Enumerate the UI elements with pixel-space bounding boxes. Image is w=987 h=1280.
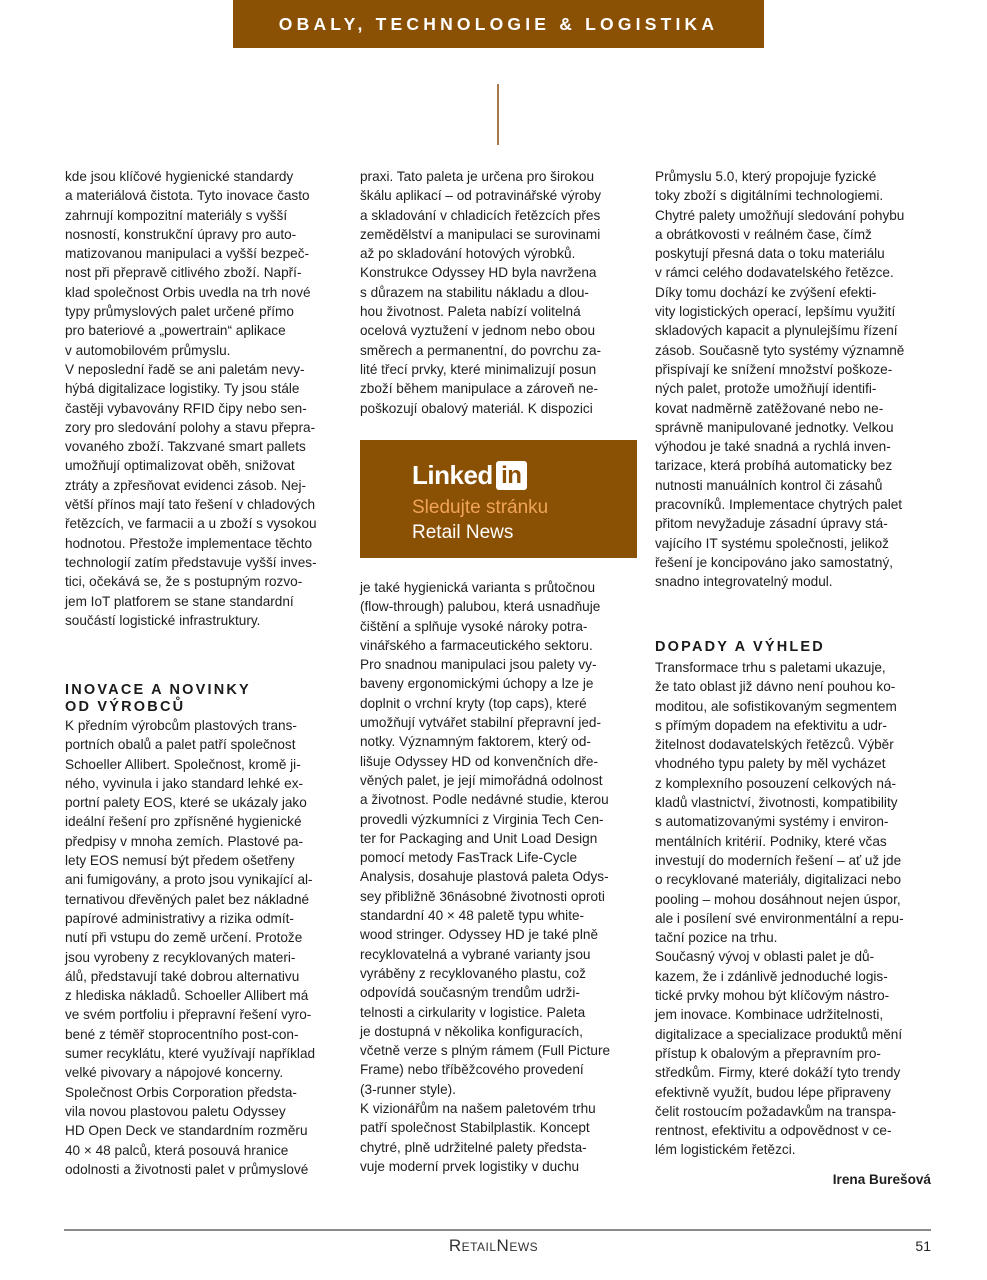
text-line: přístup k obalovým a přepravním pro- [655, 1045, 881, 1061]
text-line: až po skladování hotových výrobků. [360, 246, 576, 262]
text-line: hýbá digitalizace logistiky. Ty jsou stále [65, 381, 300, 397]
text-line: zboží během manipulace a zároveň ne- [360, 381, 599, 397]
text-line: z komplexního posouzení celkových ná- [655, 775, 897, 791]
text-line: ani fumigovány, a proto jsou vynikající al- [65, 872, 313, 888]
text-line: je dostupná v několika konfiguracích, [360, 1023, 583, 1039]
text-line: ter for Packaging and Unit Load Design [360, 830, 598, 846]
text-line: K předním výrobcům plastových trans- [65, 718, 297, 733]
section-banner-title: OBALY, TECHNOLOGIE & LOGISTIKA [278, 13, 719, 34]
text-line: hodnotou. Přestože implementace těchto [65, 535, 313, 551]
text-line: pro bateriové a „powertrain“ aplikace [65, 323, 286, 339]
text-line: ztráty a zpřesňovat evidenci zásob. Nej- [65, 477, 307, 493]
text-line: technologií zatím představuje vyšší inves- [65, 554, 317, 570]
text-line: tační pozice na trhu. [655, 930, 778, 946]
text-line: Schoeller Allibert. Společnost, kromě ji- [65, 756, 301, 772]
text-line: v automobilovém průmyslu. [65, 342, 231, 358]
text-line: baveny ergonomickými úchopy a lze je [360, 676, 594, 692]
text-line: nutí při vstupu do země určení. Protože [65, 930, 303, 946]
text-line: kladů vlastnictví, životnosti, kompatibility [655, 795, 898, 811]
text-line: věných palet, je její mimořádná odolnost [360, 772, 603, 788]
outlook-section [655, 639, 933, 1160]
text-line: toky zboží s digitálními technologiemi. [655, 188, 884, 204]
text-line: nosností, konstrukční úpravy pro auto- [65, 226, 297, 242]
text-line: efektivně využít, budou lépe připraveny [655, 1084, 891, 1100]
text-line: álů, představují také dobrou alternativu [65, 968, 300, 984]
text-line: žitelnost dodavatelských řetězců. Výběr [655, 737, 894, 753]
text-line: řetězcích, ve farmacii a u zboží s vysokou [65, 516, 317, 532]
text-line: klad společnost Orbis uvedla na trh nové [65, 284, 311, 300]
text-line: telnosti a cirkularity v logistice. Paleta [360, 1004, 586, 1020]
column-2a-text [360, 167, 638, 418]
text-line: jem IoT platforem se stane standardní [65, 593, 294, 609]
text-line: škálu aplikací – od potravinářské výroby [360, 188, 602, 204]
text-line: portních obalů a palet patří společnost [65, 737, 296, 753]
column-3b-text [655, 658, 933, 1160]
text-line: lišuje Odyssey HD od konvenčních dře- [360, 753, 598, 769]
text-line: tarizace, která probíhá automaticky bez [655, 458, 893, 474]
text-line: chytré, plně udržitelné palety předsta- [360, 1139, 587, 1155]
text-line: zásob. Současně tyto systémy významně [655, 342, 905, 358]
text-line: Díky tomu dochází ke zvýšení efekti- [655, 284, 877, 300]
heading-line: INOVACE A NOVINKY [65, 682, 251, 698]
text-line: HD Open Deck ve standardním rozměru [65, 1123, 308, 1139]
text-line: že tato oblast již dávno není pouhou ko- [655, 679, 896, 695]
text-line: lety EOS nemusí být předem ošetřeny [65, 853, 295, 869]
text-line: zahrnují kompozitní materiály s vyšší [65, 207, 288, 223]
text-line: Průmyslu 5.0, který propojuje fyzické [655, 169, 877, 184]
text-line: s přímým dopadem na efektivitu a udr- [655, 717, 887, 733]
text-line: pracovníků. Implementace chytrých palet [655, 497, 903, 513]
text-line: poskytují přesná data o toku materiálu [655, 246, 885, 262]
linkedin-logo-text: Linked [412, 460, 493, 490]
text-line: ných palet, protože umožňují identifi- [655, 381, 877, 397]
text-line: směrech a permanentní, do povrchu za- [360, 342, 602, 358]
text-line: wood stringer. Odyssey HD je také plně [360, 927, 599, 943]
text-line: z hlediska nákladů. Schoeller Allibert má [65, 988, 309, 1004]
text-line: součástí logistické infrastruktury. [65, 612, 261, 628]
text-line: nutnosti manuálních kontrol či zásahů [655, 477, 883, 493]
text-line: patří společnost Stabilplastik. Koncept [360, 1120, 590, 1136]
text-line: K vizionářům na našem paletovém trhu [360, 1101, 596, 1117]
text-line: výhodou je také snadná a rychlá inven- [655, 439, 891, 455]
promo-follow-text: Sledujte stránku [412, 497, 549, 518]
text-line: sumer recyklátu, které využívají například [65, 1046, 316, 1062]
decorative-divider [497, 84, 499, 145]
text-line: (3-runner style). [360, 1081, 456, 1097]
text-line: včetně verze s plným rámem (Full Picture [360, 1043, 611, 1059]
linkedin-logo [412, 460, 527, 491]
text-line: vyráběny z recyklovaného plastu, což [360, 965, 586, 981]
text-line: správně manipulované jednotky. Velkou [655, 419, 894, 435]
footer-divider [64, 1229, 931, 1231]
text-line: ternativou dřevěných palet bez nákladné [65, 891, 310, 907]
text-line: Chytré palety umožňují sledování pohybu [655, 207, 905, 223]
text-line: odpovídá současným trendům udrži- [360, 985, 580, 1001]
text-line: Frame) nebo tříběžcového provedení [360, 1062, 584, 1078]
text-line: investují do moderních řešení – ať už jde [655, 852, 902, 868]
linkedin-promo-box[interactable] [360, 440, 637, 558]
text-line: čelit rostoucím požadavkům na transpa- [655, 1103, 897, 1119]
text-line: kazem, že i zdánlivě jednoduché logis- [655, 968, 888, 984]
author-signature: Irena Burešová [832, 1172, 931, 1187]
promo-page-name: Retail News [412, 522, 514, 543]
text-line: vity logistických operací, lepšímu využití [655, 304, 896, 320]
text-line: portní palety EOS, které se ukázaly jako [65, 795, 307, 811]
heading-line: OD VÝROBCŮ [65, 699, 186, 715]
text-line: umožňují optimalizovat oběh, snižovat [65, 458, 295, 474]
text-line: a skladování v chladicích řetězcích přes [360, 207, 601, 223]
text-line: praxi. Tato paleta je určena pro širokou [360, 169, 595, 184]
text-line: tici, očekává se, že s postupným rozvo- [65, 574, 303, 590]
text-line: kde jsou klíčové hygienické standardy [65, 169, 294, 184]
text-line: velké pivovary a nápojové koncerny. [65, 1065, 284, 1081]
text-line: digitalizace a specializace produktů mění [655, 1026, 903, 1042]
text-line: ocelová vyztužení v jednom nebo obou [360, 323, 596, 339]
text-line: moditou, ale sofistikovaným segmentem [655, 698, 897, 714]
text-line: kovat nadměrně zatěžované nebo ne- [655, 400, 884, 416]
text-line: ideální řešení pro zpřísněné hygienické [65, 814, 302, 830]
text-line: umožňují vytvářet stabilní přepravní jed- [360, 715, 602, 731]
text-line: zory pro sledování polohy a stavu přepra- [65, 419, 316, 435]
text-line: o recyklované materiály, digitalizaci nebo [655, 872, 902, 888]
text-line: častěji vybavovány RFID čipy nebo sen- [65, 400, 307, 416]
text-line: středkům. Firmy, které dokáží tyto trendy [655, 1065, 901, 1081]
text-line: mentálních kritérií. Podniky, které včas [655, 833, 887, 849]
text-line: pooling – mohou dosáhnout nejen úspor, [655, 891, 901, 907]
text-line: poškozují obalový materiál. K dispozici [360, 400, 593, 416]
text-line: tické prvky mohou být klíčovým nástro- [655, 988, 890, 1004]
text-line: doplnit o vrchní kryty (top caps), které [360, 695, 587, 711]
text-line: snadno integrovatelný modul. [655, 574, 833, 590]
text-line: matizovanou manipulaci a vyšší bezpeč- [65, 246, 310, 262]
text-line: vuje moderní prvek logistiky v duchu [360, 1158, 580, 1174]
text-line: jem inovace. Kombinace udržitelnosti, [655, 1007, 884, 1023]
text-line: Současný vývoj v oblasti palet je dů- [655, 949, 875, 965]
text-line: lité třecí prvky, které minimalizují posun [360, 361, 597, 377]
text-line: hou životnost. Paleta nabízí volitelná [360, 304, 581, 320]
text-line: Společnost Orbis Corporation předsta- [65, 1084, 297, 1100]
text-line: nost při přepravě citlivého zboží. Napří- [65, 265, 302, 281]
text-line: vajícího IT systému společnosti, jelikož [655, 535, 889, 551]
text-line: ve svém portfoliu i přepravní řešení vyro- [65, 1007, 312, 1023]
text-line: papírové administrativy a rizika odmít- [65, 910, 294, 926]
text-line: pomocí metody FasTrack Life-Cycle [360, 850, 578, 866]
text-line: ného, vyvinula i jako standard lehké ex- [65, 775, 304, 791]
text-line: čištění a splňuje vysoké nároky potra- [360, 618, 588, 634]
linkedin-in-icon: in [496, 461, 527, 490]
text-line: recyklovatelná a vybrané varianty jsou [360, 946, 591, 962]
text-line: je také hygienická varianta s průtočnou [360, 580, 596, 595]
text-line: Pro snadnou manipulaci jsou palety vy- [360, 657, 597, 673]
text-line: vovaného zboží. Takzvané smart pallets [65, 439, 306, 455]
text-line: vhodného typu palety by měl vycházet [655, 756, 886, 772]
text-line: přispívají ke snížení množství poškoze- [655, 361, 893, 377]
text-line: odolnosti a životnosti palet v průmyslové [65, 1161, 309, 1177]
text-line: Analysis, dosahuje plastová paleta Odys- [360, 869, 609, 885]
text-line: sey přibližně 36násobné životnosti oproti [360, 888, 605, 904]
text-line: a obrátkovosti v reálném čase, čímž [655, 226, 872, 242]
text-line: s důrazem na stabilitu nákladu a dlou- [360, 284, 589, 300]
heading-innovations [65, 682, 343, 716]
text-line: skladových kapacit a plynulejšímu řízení [655, 323, 898, 339]
text-line: a životnost. Podle nedávné studie, kterou [360, 792, 609, 808]
column-2b-text [360, 578, 638, 1176]
text-line: s automatizovanými systémy i environ- [655, 814, 889, 830]
text-line: zemědělství a manipulaci se surovinami [360, 226, 601, 242]
column-3-text [655, 167, 933, 592]
text-line: typy průmyslových palet určené přímo [65, 304, 294, 320]
section-banner [233, 0, 764, 48]
text-line: předpisy v mnoha zemích. Plastové pa- [65, 833, 304, 849]
text-line: v rámci celého dodavatelského řetězce. [655, 265, 894, 281]
text-line: a materiálová čistota. Tyto inovace často [65, 188, 310, 204]
text-line: ale i posílení své environmentální a repu- [655, 910, 904, 926]
text-line: lém logistickém řetězci. [655, 1142, 796, 1158]
text-line: bené z téměř stoprocentního post-con- [65, 1026, 299, 1042]
text-line: přitom nevyžaduje zásadní úpravy stá- [655, 516, 888, 532]
text-line: notky. Významným faktorem, který od- [360, 734, 591, 750]
text-line: jsou vyrobeny z recyklovaných materi- [65, 949, 296, 965]
text-line: (flow-through) palubou, která usnadňuje [360, 599, 601, 615]
text-line: V neposlední řadě se ani paletám nevy- [65, 361, 305, 377]
text-line: provedli výzkumníci z Virginia Tech Cen- [360, 811, 604, 827]
text-line: Transformace trhu s paletami ukazuje, [655, 660, 886, 675]
text-line: vinářského a farmaceutického sektoru. [360, 637, 593, 653]
column-1-text [65, 167, 343, 630]
heading-outlook: DOPADY A VÝHLED [655, 639, 825, 655]
text-line: standardní 40 × 48 paletě typu white- [360, 908, 585, 924]
footer-brand-logo: RetailNews [448, 1236, 539, 1255]
text-line: větší přínos mají tato řešení v chladových [65, 497, 316, 513]
column-1b-text [65, 716, 343, 1179]
text-line: vila novou plastovou paletu Odyssey [65, 1103, 286, 1119]
text-line: řešení je koncipováno jako samostatný, [655, 554, 894, 570]
text-line: rentnost, efektivitu a odpovědnost v ce- [655, 1123, 892, 1139]
text-line: 40 × 48 palců, která posouvá hranice [65, 1142, 289, 1158]
page-number: 51 [915, 1238, 931, 1254]
text-line: Konstrukce Odyssey HD byla navržena [360, 265, 597, 281]
